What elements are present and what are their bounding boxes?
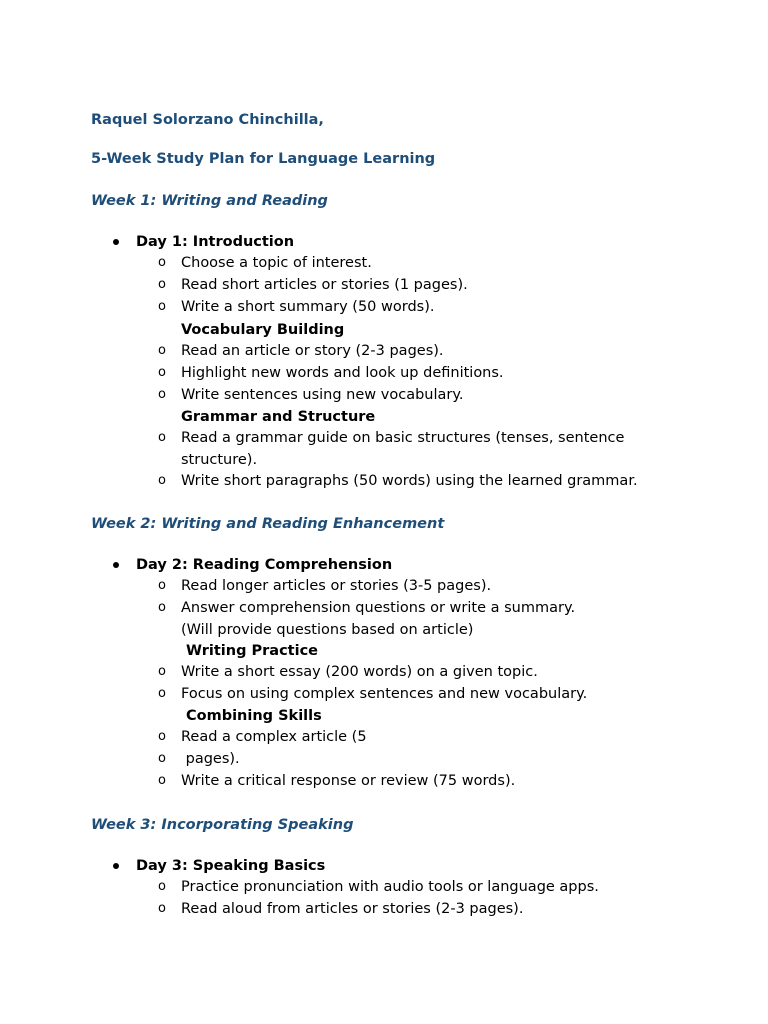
week3-heading: Week 3: Incorporating Speaking [91,817,354,833]
sub-bullet-icon: o [158,255,166,270]
week1-subheading-grammar: Grammar and Structure [181,409,376,425]
sub-bullet-icon: o [158,686,166,701]
bullet-icon [113,863,119,869]
author-name: Raquel Solorzano Chinchilla, [91,112,324,128]
list-item: Read a grammar guide on basic structures (tenses, sentence [181,430,625,446]
week3-day-heading: Day 3: Speaking Basics [136,858,326,874]
bullet-icon [113,239,119,245]
sub-bullet-icon: o [158,879,166,894]
week1-day-heading: Day 1: Introduction [136,234,295,250]
sub-bullet-icon: o [158,773,166,788]
list-item: Write short paragraphs (50 words) using the learned grammar. [181,473,638,489]
document-title: 5-Week Study Plan for Language Learning [91,151,436,167]
list-item: pages). [181,751,240,767]
list-item: Focus on using complex sentences and new vocabulary. [181,686,588,702]
list-item: Read a complex article (5 [181,729,367,745]
sub-bullet-icon: o [158,343,166,358]
sub-bullet-icon: o [158,365,166,380]
list-item: Practice pronunciation with audio tools or language apps. [181,879,599,895]
sub-bullet-icon: o [158,751,166,766]
sub-bullet-icon: o [158,664,166,679]
week2-subheading-writing: Writing Practice [186,643,319,659]
list-item: Highlight new words and look up definitions. [181,365,504,381]
sub-bullet-icon: o [158,299,166,314]
week2-heading: Week 2: Writing and Reading Enhancement [91,516,445,532]
list-item: Choose a topic of interest. [181,255,372,271]
sub-bullet-icon: o [158,600,166,615]
list-item: Read longer articles or stories (3-5 pages). [181,578,492,594]
sub-bullet-icon: o [158,277,166,292]
list-item-note: (Will provide questions based on article) [181,622,474,638]
sub-bullet-icon: o [158,430,166,445]
list-item: Read aloud from articles or stories (2-3 pages). [181,901,524,917]
list-item-continuation: structure). [181,452,258,468]
sub-bullet-icon: o [158,387,166,402]
list-item: Read short articles or stories (1 pages). [181,277,468,293]
list-item: Write sentences using new vocabulary. [181,387,464,403]
sub-bullet-icon: o [158,729,166,744]
list-item: Write a short essay (200 words) on a given topic. [181,664,538,680]
sub-bullet-icon: o [158,901,166,916]
week2-subheading-combining: Combining Skills [186,708,322,724]
week2-day-heading: Day 2: Reading Comprehension [136,557,393,573]
sub-bullet-icon: o [158,578,166,593]
sub-bullet-icon: o [158,473,166,488]
list-item: Read an article or story (2-3 pages). [181,343,444,359]
week1-subheading-vocabulary: Vocabulary Building [181,322,345,338]
list-item: Answer comprehension questions or write a summary. [181,600,576,616]
week1-heading: Week 1: Writing and Reading [91,193,328,209]
list-item: Write a critical response or review (75 words). [181,773,516,789]
list-item: Write a short summary (50 words). [181,299,435,315]
bullet-icon [113,562,119,568]
